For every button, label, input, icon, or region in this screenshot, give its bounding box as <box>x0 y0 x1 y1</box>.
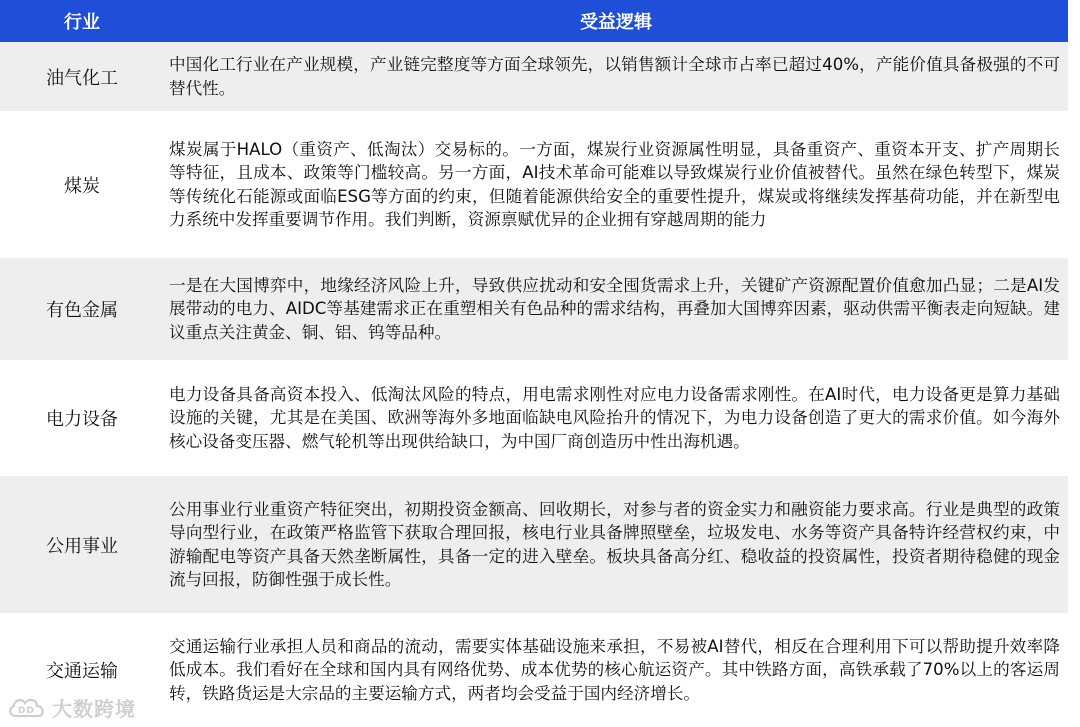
watermark <box>6 692 136 722</box>
logic-cell: 一是在大国博弈中，地缘经济风险上升，导致供应扰动和安全囤货需求上升，关键矿产资源配置价值愈加凸显；二是AI发展带动的电力、AIDC等基建需求正在重塑相关有色品种的需求结构，再叠加大国博弈因素，驱动供需平衡表走向短缺。建议重点关注黄金、铜、铝、钨等品种。 <box>169 275 1060 342</box>
table-row <box>0 111 1068 258</box>
logic-cell: 公用事业行业重资产特征突出，初期投资金额高、回收期长，对参与者的资金实力和融资能力要求高。行业是典型的政策导向型行业，在政策严格监管下获取合理回报，核电行业具备牌照壁垒，垃圾发电、水务等资产具备特许经营权约束，中游输配电等资产具备天然垄断属性，具备一定的进入壁垒。板块具备高分红、稳收益的投资属性，投资者期待稳健的现金流与回报，防御性强于成长性。 <box>169 499 1060 589</box>
header-logic: 受益逻辑 <box>580 12 652 33</box>
table-row <box>0 42 1068 111</box>
logic-cell: 煤炭属于HALO（重资产、低淘汰）交易标的。一方面，煤炭行业资源属性明显，具备重资产、重资本开支、扩产周期长等特征，且成本、政策等门槛较高。另一方面，AI技术革命可能难以导致煤炭行业价值被替代。虽然在绿色转型下，煤炭等传统化石能源或面临ESG等方面的约束，但随着能源供给安全的重要性提升，煤炭或将继续发挥基荷功能，并在新型电力系统中发挥重要调节作用。我们判断，资源禀赋优异的企业拥有穿越周期的能力 <box>169 139 1060 229</box>
logic-cell: 中国化工行业在产业规模，产业链完整度等方面全球领先，以销售额计全球市占率已超过40%，产能价值具备极强的不可替代性。 <box>169 55 1060 98</box>
table-header <box>0 0 1068 42</box>
watermark-text: 大数跨境 <box>52 696 136 721</box>
industry-cell: 煤炭 <box>64 175 100 197</box>
industry-cell: 有色金属 <box>46 300 118 321</box>
table-row <box>0 613 1068 727</box>
cloud-logo-icon <box>6 694 48 720</box>
table-row <box>0 258 1068 360</box>
industry-cell: 公用事业 <box>46 535 118 557</box>
industry-cell: 交通运输 <box>46 661 118 682</box>
table-row <box>0 476 1068 613</box>
industry-cell: 电力设备 <box>46 409 118 430</box>
logic-cell: 电力设备具备高资本投入、低淘汰风险的特点，用电需求刚性对应电力设备需求刚性。在AI时代，电力设备更是算力基础设施的关键，尤其是在美国、欧洲等海外多地面临缺电风险抬升的情况下，为电力设备创造了更大的需求价值。如今海外核心设备变压器、燃气轮机等出现供给缺口，为中国厂商创造历中性出海机遇。 <box>169 384 1060 451</box>
header-industry: 行业 <box>64 12 100 33</box>
industry-cell: 油气化工 <box>46 67 118 89</box>
svg-text:DD: DD <box>18 706 35 716</box>
table-row <box>0 360 1068 476</box>
logic-cell: 交通运输行业承担人员和商品的流动，需要实体基础设施来承担，不易被AI替代，相反在合理利用下可以帮助提升效率降低成本。我们看好在全球和国内具有网络优势、成本优势的核心航运资产。其中铁路方面，高铁承载了70%以上的客运周转，铁路货运是大宗品的主要运输方式，两者均会受益于国内经济增长。 <box>169 636 1060 703</box>
